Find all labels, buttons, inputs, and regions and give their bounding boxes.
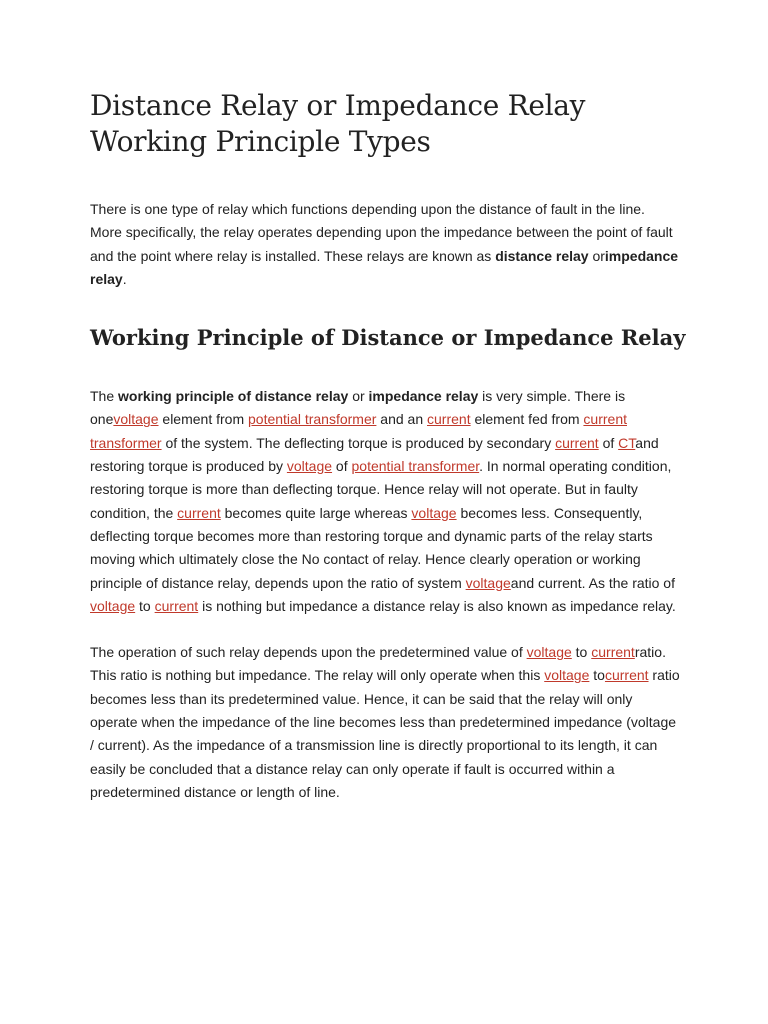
paragraph-text: ratio becomes less than its predetermined value. Hence, it can be said that the relay will only operate when the impedance of the line becomes less than predetermined impedance (voltage / current). As the impedance of a transmission line is directly proportional to its length, it can easily be concluded that a distance relay can only operate if fault is occurred within a predetermined distance or length of line.	[90, 667, 680, 800]
potential-transformer-link[interactable]: potential transformer	[351, 458, 480, 475]
current-link[interactable]: current	[177, 504, 221, 521]
working-principle-paragraph	[90, 385, 680, 618]
current-link[interactable]: current	[591, 644, 635, 661]
paragraph-text: element fed from	[470, 411, 584, 428]
paragraph-text: and an	[376, 411, 428, 428]
voltage-link[interactable]: voltage	[286, 458, 333, 475]
paragraph-text: and restoring torque is produced by	[90, 434, 659, 475]
current-link[interactable]: current	[555, 434, 599, 451]
voltage-link[interactable]: voltage	[113, 411, 159, 428]
intro-bold-impedance-relay: impedance relay	[90, 247, 679, 287]
ct-link[interactable]: CT	[618, 434, 636, 451]
current-link[interactable]: current	[154, 597, 199, 614]
current-link[interactable]: current	[604, 667, 649, 684]
section-heading: Working Principle of Distance or Impedance Relay	[90, 325, 686, 351]
page-title: Distance Relay or Impedance Relay Working Principle Types	[90, 89, 586, 158]
paragraph-text: to	[571, 644, 592, 661]
voltage-link[interactable]: voltage	[526, 644, 572, 661]
bold-working-principle: working principle of distance relay	[118, 388, 349, 405]
paragraph-text: to	[589, 667, 605, 684]
intro-paragraph	[90, 198, 680, 291]
paragraph-text: or	[348, 388, 369, 405]
voltage-link[interactable]: voltage	[411, 504, 457, 521]
paragraph-text: is very simple. There is one	[90, 388, 626, 428]
paragraph-text: . In normal operating condition, restoring torque is more than deflecting torque. Hence relay will not operate. But in faulty condition, the	[90, 458, 672, 521]
intro-text: .	[122, 270, 127, 287]
paragraph-text: becomes quite large whereas	[220, 504, 412, 521]
operation-paragraph	[90, 641, 680, 804]
bold-impedance-relay: impedance relay	[368, 388, 479, 405]
current-transformer-link[interactable]: current transformer	[90, 411, 627, 451]
paragraph-text: is nothing but impedance a distance relay is also known as impedance relay.	[198, 597, 676, 614]
potential-transformer-link[interactable]: potential transformer	[248, 411, 377, 428]
voltage-link[interactable]: voltage	[90, 597, 136, 614]
paragraph-text: to	[135, 597, 155, 614]
paragraph-text: of	[598, 434, 619, 451]
paragraph-text: and current. As the ratio of	[510, 574, 675, 591]
article	[90, 88, 690, 804]
paragraph-text: of	[332, 458, 352, 475]
current-link[interactable]: current	[427, 411, 471, 428]
voltage-link[interactable]: voltage	[465, 574, 511, 591]
paragraph-text: element from	[158, 411, 248, 428]
paragraph-text: The operation of such relay depends upon the predetermined value of	[90, 644, 527, 661]
intro-text: There is one type of relay which functions depending upon the distance of fault in the line. More specifically, the relay operates depending upon the impedance between the point of fault and the point where relay is installed. These relays are known as	[90, 201, 673, 264]
paragraph-text: of the system. The deflecting torque is produced by secondary	[161, 434, 556, 451]
intro-text: or	[588, 247, 605, 264]
paragraph-text: The	[90, 388, 119, 405]
intro-bold-distance-relay: distance relay	[495, 247, 589, 264]
paragraph-text: becomes less. Consequently, deflecting torque becomes more than restoring torque and dynamic parts of the relay starts moving which ultimately close the No contact of relay. Hence clearly operation or working principle of distance relay, depends upon the ratio of system	[90, 504, 653, 591]
paragraph-text: ratio. This ratio is nothing but impedance. The relay will only operate when this	[90, 644, 666, 684]
voltage-link[interactable]: voltage	[544, 667, 590, 684]
